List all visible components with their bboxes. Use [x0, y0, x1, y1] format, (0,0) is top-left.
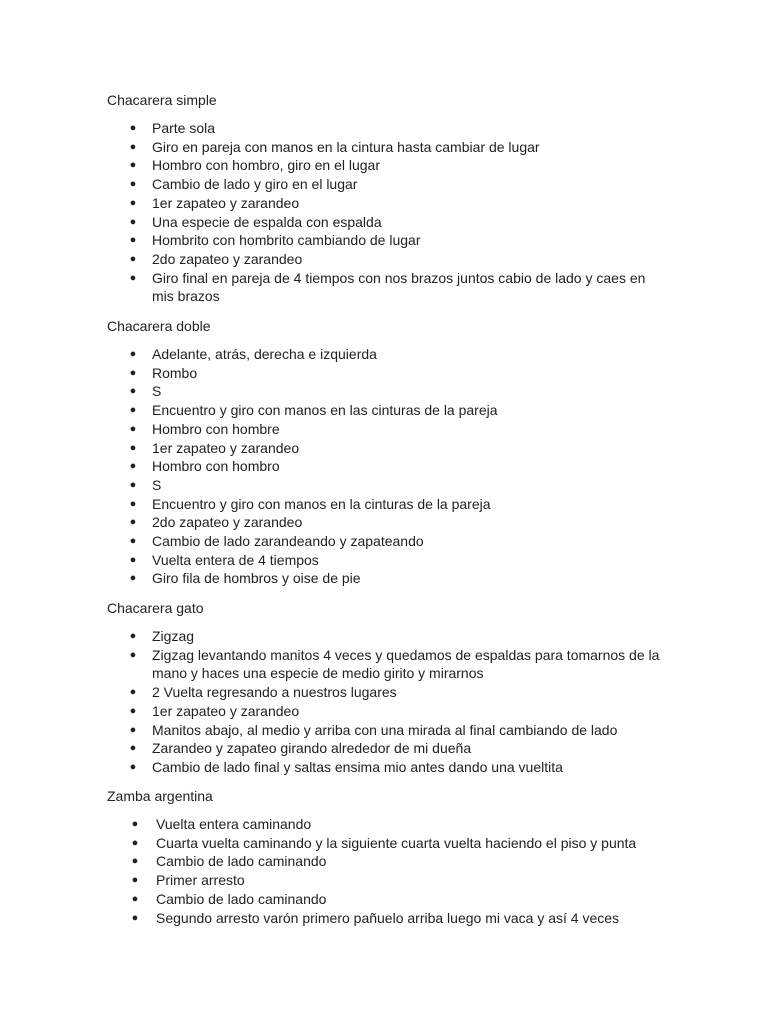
list-item-text: Cambio de lado y giro en el lugar [152, 176, 358, 193]
list-item-text: Giro final en pareja de 4 tiempos con nos brazos juntos cabio de lado y caes en mis brazos [152, 269, 646, 305]
bullet-icon: ● [129, 516, 137, 529]
list-item [0, 269, 662, 306]
list-item-text: Cambio de lado caminando [156, 890, 327, 907]
list-item-text: Vuelta entera caminando [156, 816, 312, 832]
list-item [0, 345, 662, 364]
section-title-chacarera-gato: Chacarera gato [107, 600, 204, 616]
list-item [0, 194, 662, 213]
list-item-text: Cambio de lado zarandeando y zapateando [152, 533, 424, 550]
bullet-icon: ● [131, 911, 139, 924]
list-item-text: S [152, 476, 162, 493]
list-item-text: Vuelta entera de 4 tiempos [152, 551, 319, 568]
list-zamba-argentina [0, 815, 666, 927]
list-item [0, 420, 662, 439]
list-item-text: Segundo arresto varón primero pañuelo arriba luego mi vaca y así 4 veces [156, 909, 620, 926]
list-item-text: Zigzag [152, 628, 195, 644]
list-item [0, 702, 662, 721]
list-item [0, 401, 662, 420]
list-item-text: Encuentro y giro con manos en las cinturas de la pareja [152, 402, 498, 419]
bullet-icon: ● [131, 874, 139, 887]
bullet-icon: ● [129, 404, 137, 417]
list-item [0, 457, 662, 476]
list-item-text: Parte sola [152, 120, 216, 136]
list-item-text: Giro fila de hombros y oise de pie [152, 570, 361, 587]
list-item [0, 231, 662, 250]
bullet-icon: ● [129, 159, 137, 172]
list-chacarera-doble [0, 345, 662, 588]
list-item [0, 758, 662, 777]
section-title-chacarera-simple: Chacarera simple [107, 92, 217, 108]
list-item-text: 1er zapateo y zarandeo [152, 194, 300, 211]
list-item-text: 2do zapateo y zarandeo [152, 250, 303, 267]
list-item [0, 138, 662, 157]
list-item [0, 439, 662, 458]
bullet-icon: ● [129, 422, 137, 435]
bullet-icon: ● [129, 630, 137, 642]
list-chacarera-simple [0, 119, 662, 306]
bullet-icon: ● [129, 704, 137, 717]
list-item-text: Una especie de espalda con espalda [152, 213, 382, 230]
bullet-icon: ● [129, 348, 137, 360]
list-item-text: 2 Vuelta regresando a nuestros lugares [152, 684, 397, 701]
section-title-chacarera-doble: Chacarera doble [107, 318, 211, 334]
section-title-zamba-argentina: Zamba argentina [107, 788, 213, 804]
list-item-text: 2do zapateo y zarandeo [152, 514, 303, 531]
list-item-text: Cambio de lado final y saltas ensima mio antes dando una vueltita [152, 758, 563, 775]
bullet-icon: ● [129, 478, 137, 491]
list-item-text: Primer arresto [156, 872, 245, 889]
bullet-icon: ● [131, 892, 139, 905]
bullet-icon: ● [129, 122, 137, 134]
list-item [0, 739, 662, 758]
bullet-icon: ● [131, 855, 139, 868]
list-item [0, 513, 662, 532]
bullet-icon: ● [131, 836, 139, 849]
bullet-icon: ● [129, 572, 137, 585]
list-item-text: Hombro con hombro, giro en el lugar [152, 157, 381, 174]
bullet-icon: ● [129, 497, 137, 510]
list-item [0, 476, 662, 495]
list-item [0, 364, 662, 383]
list-item-text: Cuarta vuelta caminando y la siguiente cuarta vuelta haciendo el piso y punta [156, 834, 637, 851]
bullet-icon: ● [129, 742, 137, 755]
list-item [0, 815, 666, 834]
list-item [0, 495, 662, 514]
bullet-icon: ● [129, 441, 137, 454]
list-item-text: 1er zapateo y zarandeo [152, 702, 300, 719]
list-item [0, 382, 662, 401]
list-item [0, 627, 662, 646]
list-item [0, 721, 662, 740]
list-item-text: Encuentro y giro con manos en la cinturas de la pareja [152, 495, 491, 512]
bullet-icon: ● [129, 366, 137, 379]
list-item [0, 646, 662, 683]
list-item-text: Giro en pareja con manos en la cintura hasta cambiar de lugar [152, 138, 540, 155]
list-item-text: S [152, 383, 162, 400]
bullet-icon: ● [129, 178, 137, 191]
list-item [0, 250, 662, 269]
list-item-text: Hombro con hombre [152, 420, 280, 437]
list-item [0, 156, 662, 175]
list-item [0, 119, 662, 138]
list-chacarera-gato [0, 627, 662, 777]
list-item-text: Rombo [152, 364, 198, 381]
list-item [0, 890, 666, 909]
list-item [0, 852, 666, 871]
bullet-icon: ● [129, 196, 137, 209]
list-item [0, 551, 662, 570]
bullet-icon: ● [129, 723, 137, 736]
list-item-text: Cambio de lado caminando [156, 853, 327, 870]
bullet-icon: ● [129, 553, 137, 566]
list-item-text: Zigzag levantando manitos 4 veces y quedamos de espaldas para tomarnos de la mano y haces una especie de medio girito y mirarnos [152, 646, 660, 682]
list-item-text: Hombrito con hombrito cambiando de lugar [152, 232, 421, 249]
list-item [0, 834, 666, 853]
list-item-text: 1er zapateo y zarandeo [152, 439, 300, 456]
list-item-text: Hombro con hombro [152, 458, 280, 475]
list-item-text: Zarandeo y zapateo girando alrededor de mi dueña [152, 740, 472, 757]
bullet-icon: ● [129, 535, 137, 548]
bullet-icon: ● [129, 215, 137, 228]
bullet-icon: ● [131, 818, 139, 830]
bullet-icon: ● [129, 460, 137, 473]
bullet-icon: ● [129, 234, 137, 247]
list-item [0, 683, 662, 702]
list-item [0, 569, 662, 588]
list-item [0, 909, 666, 928]
bullet-icon: ● [129, 385, 137, 398]
list-item [0, 532, 662, 551]
bullet-icon: ● [129, 686, 137, 699]
list-item [0, 175, 662, 194]
bullet-icon: ● [129, 760, 137, 773]
list-item-text: Manitos abajo, al medio y arriba con una mirada al final cambiando de lado [152, 721, 618, 738]
bullet-icon: ● [129, 648, 137, 661]
list-item [0, 213, 662, 232]
bullet-icon: ● [129, 271, 137, 284]
bullet-icon: ● [129, 252, 137, 265]
bullet-icon: ● [129, 140, 137, 153]
list-item-text: Adelante, atrás, derecha e izquierda [152, 346, 377, 362]
list-item [0, 871, 666, 890]
